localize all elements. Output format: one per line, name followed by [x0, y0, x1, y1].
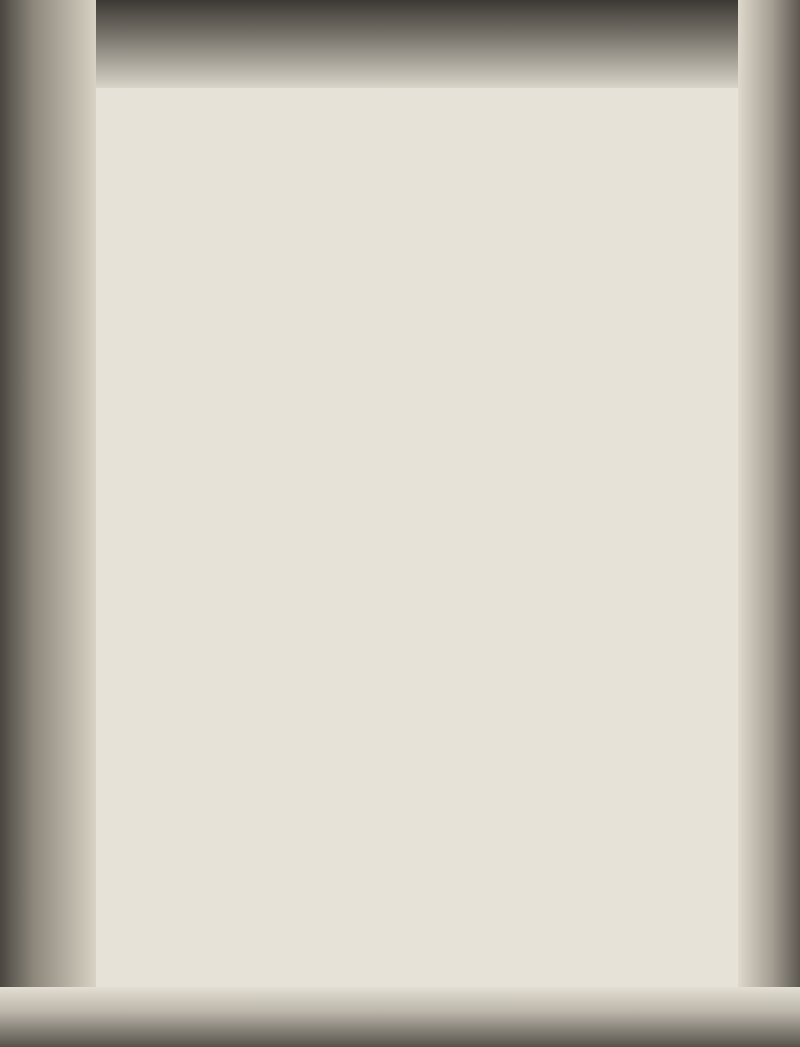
scan-bottom-edge [0, 987, 800, 1047]
scan-top-edge [0, 0, 800, 88]
scan-left-edge [0, 0, 96, 1047]
scan-right-edge [738, 0, 800, 1047]
book-page [96, 86, 738, 996]
